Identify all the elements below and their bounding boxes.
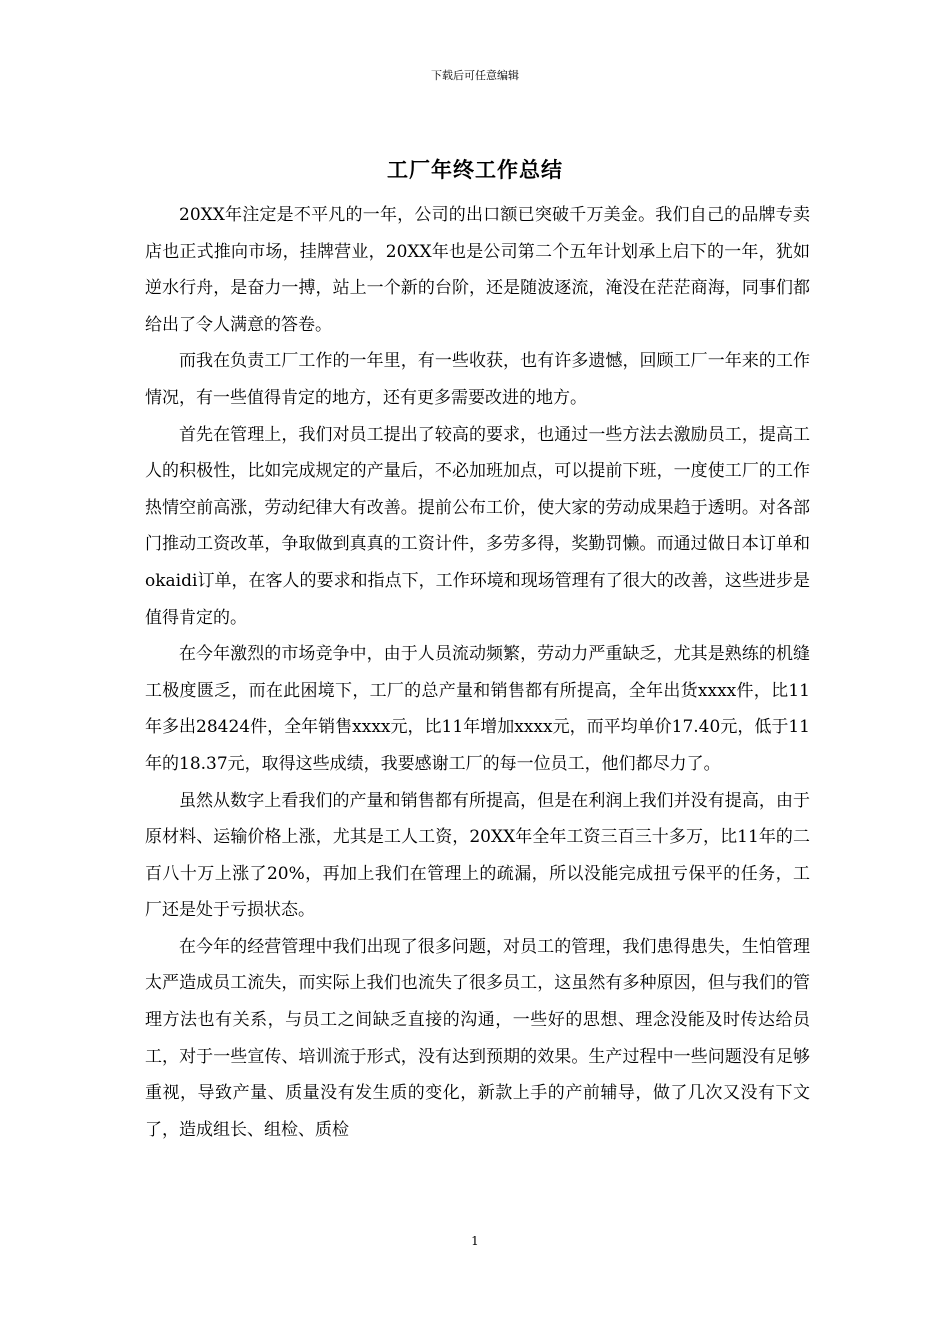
paragraph-5: 虽然从数字上看我们的产量和销售都有所提高，但是在利润上我们并没有提高，由于原材料、运输价格上涨，尤其是工人工资，20XX年全年工资三百三十多万，比11年的二百八十万上涨了20%，再加上我们在管理上的疏漏，所以没能完成扭亏保平的任务，工厂还是处于亏损状态。 — [145, 790, 810, 921]
paragraph-1: 20XX年注定是不平凡的一年，公司的出口额已突破千万美金。我们自己的品牌专卖店也正式推向市场，挂牌营业，20XX年也是公司第二个五年计划承上启下的一年，犹如逆水行舟，是奋力一搏，站上一个新的台阶，还是随波逐流，淹没在茫茫商海，同事们都给出了令人满意的答卷。 — [145, 205, 810, 335]
page-number: 1 — [471, 1234, 479, 1248]
document-title: 工厂年终工作总结 — [387, 157, 563, 182]
paragraph-6: 在今年的经营管理中我们出现了很多问题，对员工的管理，我们患得患失，生怕管理太严造成员工流失，而实际上我们也流失了很多员工，这虽然有多种原因，但与我们的管理方法也有关系，与员工之间缺乏直接的沟通，一些好的思想、理念没能及时传达给员工，对于一些宣传、培训流于形式，没有达到预期的效果。生产过程中一些问题没有足够重视，导致产量、质量没有发生质的变化，新款上手的产前辅导，做了几次又没有下文了，造成组长、组检、质检 — [145, 936, 810, 1140]
paragraph-2: 而我在负责工厂工作的一年里，有一些收获，也有许多遗憾，回顾工厂一年来的工作情况，有一些值得肯定的地方，还有更多需要改进的地方。 — [145, 351, 810, 408]
paragraph-3: 首先在管理上，我们对员工提出了较高的要求，也通过一些方法去激励员工，提高工人的积极性，比如完成规定的产量后，不必加班加点，可以提前下班，一度使工厂的工作热情空前高涨，劳动纪律大有改善。提前公布工价，使大家的劳动成果趋于透明。对各部门推动工资改革，争取做到真真的工资计件，多劳多得，奖勤罚懒。而通过做日本订单和okaidi订单，在客人的要求和指点下，工作环境和现场管理有了很大的改善，这些进步是值得肯定的。 — [145, 424, 810, 628]
header-note: 下载后可任意编辑 — [431, 69, 519, 82]
document-body — [145, 197, 810, 1148]
paragraph-4: 在今年激烈的市场竞争中，由于人员流动频繁，劳动力严重缺乏，尤其是熟练的机缝工极度匮乏，而在此困境下，工厂的总产量和销售都有所提高，全年出货xxxx件，比11年多出28424件，全年销售xxxx元，比11年增加xxxx元，而平均单价17.40元，低于11年的18.37元，取得这些成绩，我要感谢工厂的每一位员工，他们都尽力了。 — [145, 644, 810, 774]
